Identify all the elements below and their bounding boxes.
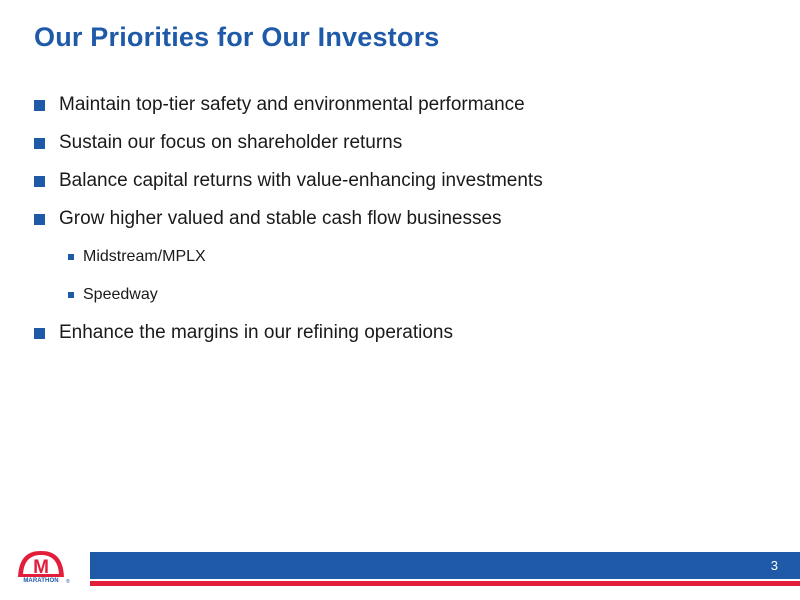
- small-square-bullet-icon: [68, 292, 74, 298]
- bullet-item: [34, 86, 543, 124]
- footer-bar: [90, 552, 800, 579]
- footer-accent-stripe: [90, 581, 800, 586]
- small-square-bullet-icon: [68, 254, 74, 260]
- marathon-logo: [16, 549, 72, 591]
- bullet-text: Grow higher valued and stable cash flow businesses: [59, 208, 502, 229]
- sub-bullet-text: Speedway: [83, 286, 158, 303]
- bullet-item: [34, 124, 543, 162]
- bullet-text: Sustain our focus on shareholder returns: [59, 132, 403, 153]
- bullet-item: [34, 314, 543, 352]
- priority-list: [34, 86, 543, 352]
- square-bullet-icon: [34, 328, 45, 339]
- page-number: 3: [770, 558, 778, 573]
- bullet-item: [34, 162, 543, 200]
- bullet-text: Enhance the margins in our refining operations: [59, 322, 453, 343]
- sub-bullet-item: [34, 276, 543, 314]
- bullet-text: Maintain top-tier safety and environmental performance: [59, 94, 525, 115]
- logo-letter: M: [33, 557, 49, 578]
- square-bullet-icon: [34, 176, 45, 187]
- square-bullet-icon: [34, 100, 45, 111]
- marathon-logo-icon: [16, 549, 66, 579]
- registered-mark: ®: [66, 579, 70, 585]
- logo-wordmark: MARATHON: [23, 578, 59, 584]
- bullet-item: [34, 200, 543, 238]
- sub-bullet-item: [34, 238, 543, 276]
- square-bullet-icon: [34, 214, 45, 225]
- sub-bullet-text: Midstream/MPLX: [83, 248, 206, 265]
- slide-title: Our Priorities for Our Investors: [34, 22, 440, 52]
- square-bullet-icon: [34, 138, 45, 149]
- bullet-text: Balance capital returns with value-enhancing investments: [59, 170, 543, 191]
